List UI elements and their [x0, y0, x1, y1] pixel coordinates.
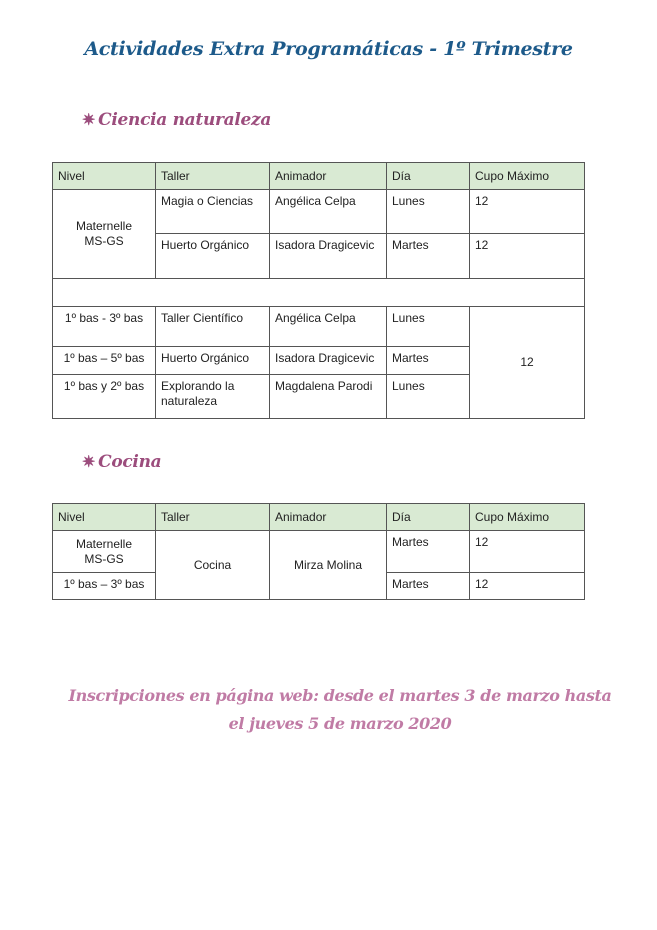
- cell-cupo: 12: [470, 307, 585, 419]
- star-icon: ✷: [82, 452, 96, 471]
- cell-animador: Angélica Celpa: [270, 190, 387, 234]
- cell-empty: [53, 279, 585, 307]
- cell-dia: Martes: [387, 573, 470, 600]
- header-dia: Día: [387, 163, 470, 190]
- star-icon: ✷: [82, 110, 96, 129]
- header-dia: Día: [387, 504, 470, 531]
- cell-nivel: 1º bas - 3º bas: [53, 307, 156, 347]
- cell-animador: Isadora Dragicevic: [270, 234, 387, 279]
- cell-dia: Lunes: [387, 307, 470, 347]
- header-cupo: Cupo Máximo: [470, 504, 585, 531]
- cell-nivel: 1º bas – 5º bas: [53, 347, 156, 375]
- cell-dia: Martes: [387, 347, 470, 375]
- cell-dia: Lunes: [387, 190, 470, 234]
- section-title-text: Cocina: [98, 452, 162, 472]
- table-row: [53, 190, 585, 234]
- header-animador: Animador: [270, 504, 387, 531]
- cell-animador: Magdalena Parodi: [270, 375, 387, 419]
- cell-taller: Cocina: [156, 531, 270, 600]
- cell-animador: Isadora Dragicevic: [270, 347, 387, 375]
- cell-animador: Angélica Celpa: [270, 307, 387, 347]
- cell-taller: Huerto Orgánico: [156, 234, 270, 279]
- cell-animador: Mirza Molina: [270, 531, 387, 600]
- cell-nivel: Maternelle MS-GS: [53, 531, 156, 573]
- cell-cupo: 12: [470, 234, 585, 279]
- header-animador: Animador: [270, 163, 387, 190]
- cell-dia: Martes: [387, 531, 470, 573]
- cell-nivel: 1º bas y 2º bas: [53, 375, 156, 419]
- table-row: [53, 307, 585, 347]
- cell-taller: Explorando la naturaleza: [156, 375, 270, 419]
- table-spacer-row: [53, 279, 585, 307]
- section-title-cocina: [82, 452, 161, 472]
- table-cocina: [52, 503, 585, 600]
- table-row: [53, 531, 585, 573]
- table-ciencia-naturaleza: [52, 162, 585, 419]
- header-cupo: Cupo Máximo: [470, 163, 585, 190]
- header-nivel: Nivel: [53, 163, 156, 190]
- section-title-text: Ciencia naturaleza: [98, 110, 272, 130]
- section-title-ciencia: [82, 110, 271, 130]
- table-header-row: [53, 504, 585, 531]
- cell-cupo: 12: [470, 190, 585, 234]
- header-taller: Taller: [156, 163, 270, 190]
- cell-taller: Taller Científico: [156, 307, 270, 347]
- cell-nivel: 1º bas – 3º bas: [53, 573, 156, 600]
- cell-dia: Martes: [387, 234, 470, 279]
- cell-taller: Huerto Orgánico: [156, 347, 270, 375]
- cell-taller: Magia o Ciencias: [156, 190, 270, 234]
- table-header-row: [53, 163, 585, 190]
- page-title: Actividades Extra Programáticas - 1º Trimestre: [84, 38, 573, 60]
- registration-note: Inscripciones en página web: desde el martes 3 de marzo hasta el jueves 5 de marzo 2020: [68, 686, 612, 733]
- cell-cupo: 12: [470, 531, 585, 573]
- cell-dia: Lunes: [387, 375, 470, 419]
- header-nivel: Nivel: [53, 504, 156, 531]
- header-taller: Taller: [156, 504, 270, 531]
- cell-cupo: 12: [470, 573, 585, 600]
- cell-nivel: Maternelle MS-GS: [53, 190, 156, 279]
